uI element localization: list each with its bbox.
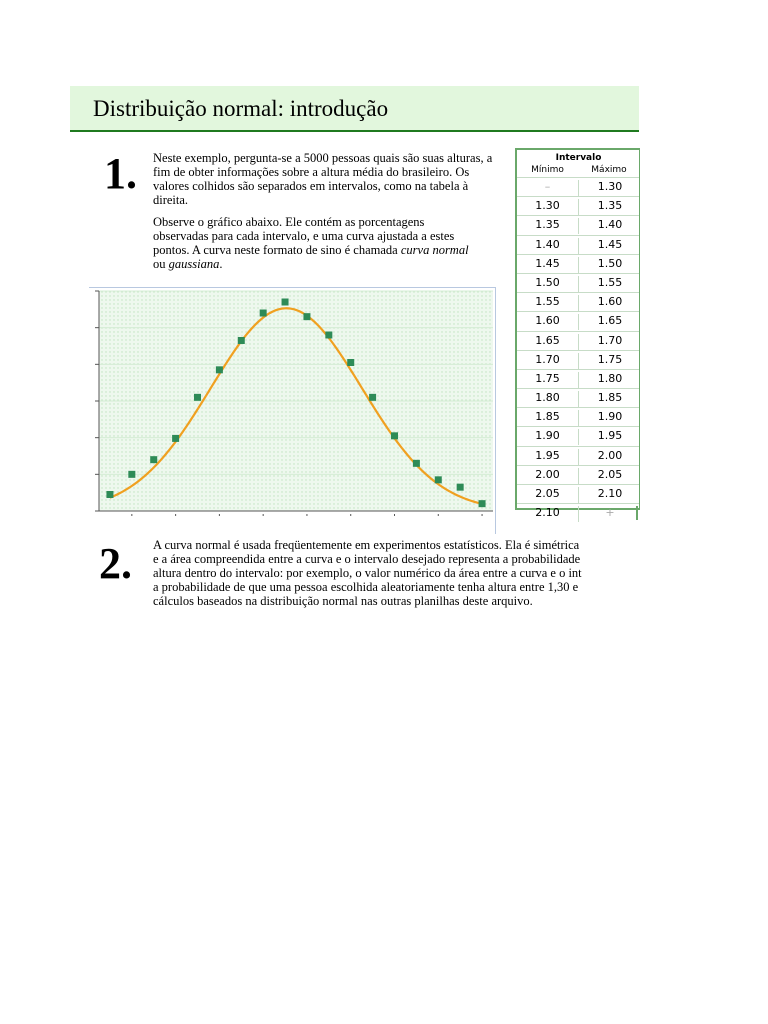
data-point bbox=[238, 337, 245, 344]
cell-max: 1.55 bbox=[578, 276, 641, 292]
cell-max: 1.80 bbox=[578, 372, 641, 388]
step-2-number: 2. bbox=[99, 539, 132, 588]
data-point bbox=[369, 394, 376, 401]
column-header-max: Máximo bbox=[591, 165, 627, 175]
cell-min: 1.30 bbox=[535, 199, 560, 213]
cell-max: 2.00 bbox=[578, 449, 641, 465]
column-header-min: Mínimo bbox=[531, 165, 564, 175]
page-title: Distribuição normal: introdução bbox=[93, 96, 389, 121]
table-row bbox=[517, 388, 640, 407]
cell-max: 1.65 bbox=[578, 314, 641, 330]
table-row bbox=[517, 311, 640, 330]
table-row bbox=[517, 235, 640, 254]
table-row bbox=[517, 273, 640, 292]
cell-min: 2.05 bbox=[535, 487, 560, 500]
data-point bbox=[128, 471, 135, 478]
cell-min: 1.45 bbox=[535, 256, 560, 270]
table-body bbox=[517, 177, 640, 522]
cell-min: – bbox=[544, 180, 551, 193]
step-2-line: e a área compreendida entre a curva e o intervalo desejado representa a probabilidade bbox=[153, 552, 581, 566]
table-row bbox=[517, 350, 640, 369]
data-point bbox=[150, 456, 157, 463]
step-2-paragraph bbox=[153, 538, 638, 608]
table-row bbox=[517, 407, 640, 426]
table-row bbox=[517, 254, 640, 273]
step-2-line: altura dentro do intervalo: por exemplo, o valor numérico da área entre a curva e o int bbox=[153, 566, 582, 580]
cell-min: 1.40 bbox=[535, 237, 560, 251]
data-point bbox=[216, 366, 223, 373]
table-row bbox=[517, 331, 640, 350]
cell-max: 1.70 bbox=[578, 334, 641, 350]
step-1-number: 1. bbox=[104, 149, 137, 198]
table-row bbox=[517, 484, 640, 503]
table-row bbox=[517, 503, 640, 522]
cell-min: 1.75 bbox=[535, 371, 560, 385]
cell-max: 1.85 bbox=[578, 391, 641, 407]
cell-min: 2.10 bbox=[535, 506, 560, 520]
table-header bbox=[517, 150, 640, 176]
cell-min: 1.35 bbox=[535, 218, 560, 232]
table-row bbox=[517, 177, 640, 196]
table-border-right bbox=[639, 150, 640, 508]
cell-min: 1.85 bbox=[535, 410, 560, 424]
table-title: Intervalo bbox=[555, 153, 602, 163]
data-point bbox=[194, 394, 201, 401]
cell-min: 2.00 bbox=[535, 467, 560, 481]
data-point bbox=[457, 484, 464, 491]
cell-max: 1.30 bbox=[578, 180, 641, 196]
data-point bbox=[435, 476, 442, 483]
data-point bbox=[325, 332, 332, 339]
cell-max: 1.95 bbox=[578, 429, 641, 445]
cell-max: + bbox=[578, 506, 641, 522]
table-row bbox=[517, 465, 640, 484]
table-row bbox=[517, 215, 640, 234]
step-1-paragraph-2: Observe o gráfico abaixo. Ele contém as porcentagens observadas para cada intervalo, e uma curva ajustada a estes pontos. A curva neste formato de sino é chamada curva normal ou gaussiana. bbox=[153, 215, 469, 271]
normal-distribution-chart bbox=[89, 287, 495, 533]
data-point bbox=[106, 491, 113, 498]
table-row bbox=[517, 369, 640, 388]
cell-max: 1.60 bbox=[578, 295, 641, 311]
cell-min: 1.90 bbox=[535, 429, 560, 443]
cell-min: 1.80 bbox=[535, 391, 560, 405]
step-2-line: a probabilidade de que uma pessoa escolhida aleatoriamente tenha altura entre 1,30 e bbox=[153, 580, 579, 594]
cell-max: 2.10 bbox=[578, 487, 641, 503]
data-point bbox=[347, 359, 354, 366]
data-point bbox=[260, 310, 267, 317]
interval-table bbox=[515, 148, 640, 520]
cell-max: 1.35 bbox=[578, 199, 641, 215]
cell-min: 1.65 bbox=[535, 333, 560, 347]
cell-min: 1.95 bbox=[535, 448, 560, 462]
table-row bbox=[517, 446, 640, 465]
table-row bbox=[517, 426, 640, 445]
table-border-tail bbox=[636, 506, 638, 520]
table-row bbox=[517, 196, 640, 215]
step-1-paragraph-1: Neste exemplo, pergunta-se a 5000 pessoas quais são suas alturas, a fim de obter informações sobre a altura média do brasileiro. Os valores colhidos são separados em intervalos, como na tabela à direita. bbox=[153, 151, 493, 207]
data-point bbox=[172, 435, 179, 442]
data-point bbox=[282, 299, 289, 306]
step-2-line: cálculos baseados na distribuição normal nas outras planilhas deste arquivo. bbox=[153, 594, 533, 608]
cell-min: 1.70 bbox=[535, 352, 560, 366]
cell-max: 1.75 bbox=[578, 353, 641, 369]
table-row bbox=[517, 292, 640, 311]
cell-min: 1.60 bbox=[535, 314, 560, 328]
cell-max: 1.90 bbox=[578, 410, 641, 426]
cell-max: 1.40 bbox=[578, 218, 641, 234]
cell-max: 1.50 bbox=[578, 257, 641, 273]
step-2-line: A curva normal é usada freqüentemente em experimentos estatísticos. Ela é simétrica bbox=[153, 538, 580, 552]
data-point bbox=[391, 432, 398, 439]
data-point bbox=[303, 313, 310, 320]
cell-max: 2.05 bbox=[578, 468, 641, 484]
cell-min: 1.50 bbox=[535, 275, 560, 289]
cell-min: 1.55 bbox=[535, 295, 560, 309]
data-point bbox=[413, 460, 420, 467]
cell-max: 1.45 bbox=[578, 238, 641, 254]
data-point bbox=[479, 500, 486, 507]
